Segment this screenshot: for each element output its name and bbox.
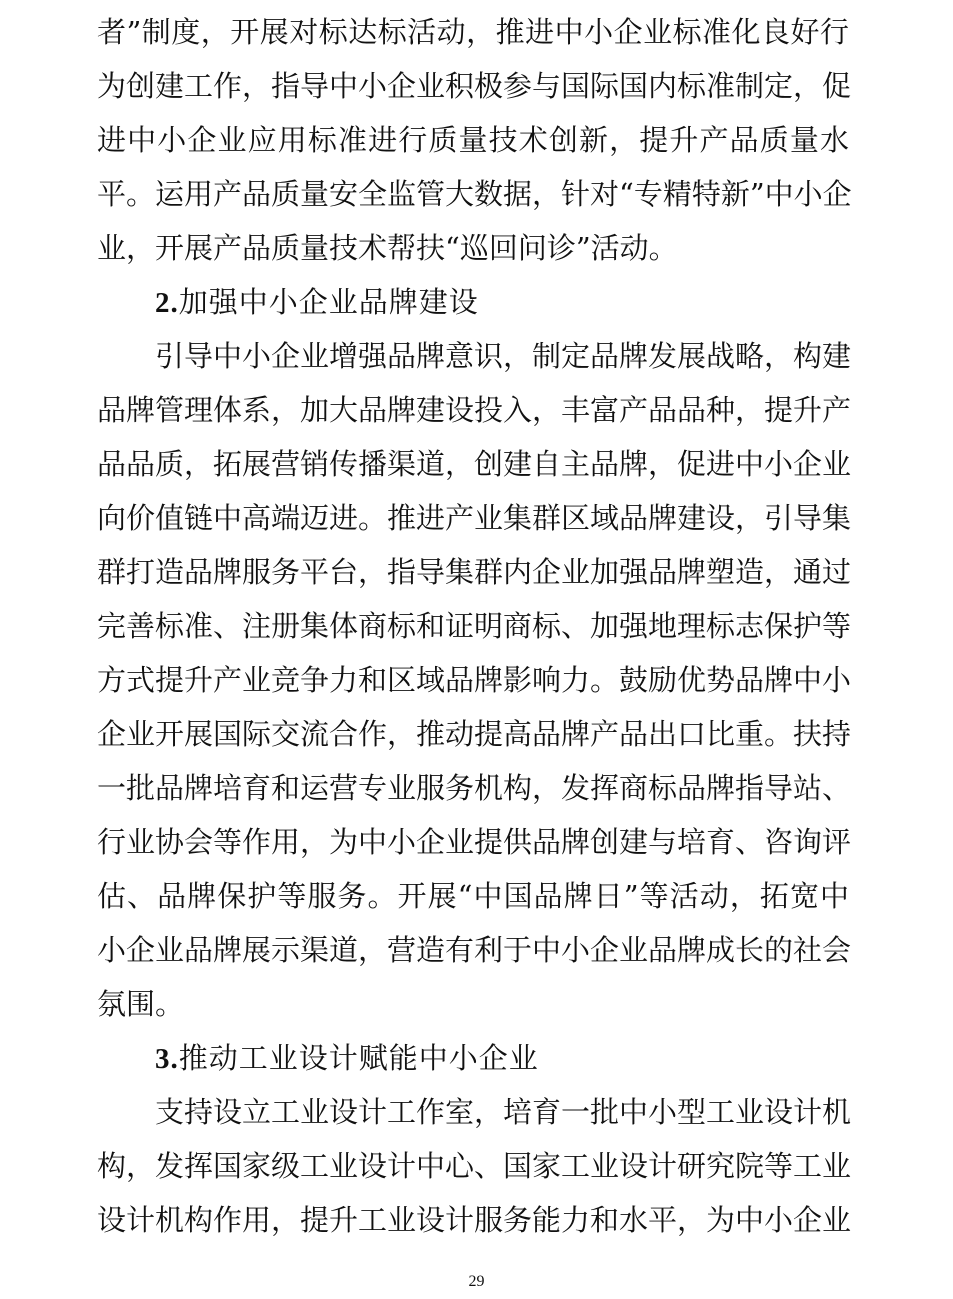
text-line: 行业协会等作用，为中小企业提供品牌创建与培育、咨询评 <box>97 825 852 859</box>
section-heading-design <box>97 1031 849 1085</box>
text-line: 引导中小企业增强品牌意识，制定品牌发展战略，构建 <box>155 339 852 373</box>
section-number: 2. <box>155 287 179 319</box>
text-line: 品牌管理体系，加大品牌建设投入，丰富产品品种，提升产 <box>97 393 852 427</box>
text-line: 品品质，拓展营销传播渠道，创建自主品牌，促进中小企业 <box>97 447 852 481</box>
text-line: 平。运用产品质量安全监管大数据，针对“专精特新”中小企 <box>97 177 852 211</box>
section-title: 加强中小企业品牌建设 <box>178 285 479 319</box>
text-line: 设计机构作用，提升工业设计服务能力和水平，为中小企业 <box>97 1203 852 1237</box>
paragraph-design <box>97 1085 852 1247</box>
text-line: 支持设立工业设计工作室，培育一批中小型工业设计机 <box>155 1095 852 1129</box>
section-number: 3. <box>155 1043 179 1075</box>
text-line: 小企业品牌展示渠道，营造有利于中小企业品牌成长的社会 <box>97 933 852 967</box>
text-line: 进中小企业应用标准进行质量技术创新，提升产品质量水 <box>97 123 849 157</box>
text-line: 向价值链中高端迈进。推进产业集群区域品牌建设，引导集 <box>97 501 852 535</box>
paragraph-brand <box>97 329 852 1031</box>
paragraph-standards <box>97 5 852 275</box>
document-body <box>97 5 852 1247</box>
page-number: 29 <box>468 1273 485 1290</box>
text-line: 者”制度，开展对标达标活动，推进中小企业标准化良好行 <box>97 15 849 49</box>
text-line: 企业开展国际交流合作，推动提高品牌产品出口比重。扶持 <box>97 717 852 751</box>
text-line: 群打造品牌服务平台，指导集群内企业加强品牌塑造，通过 <box>97 555 852 589</box>
section-heading-brand <box>97 275 849 329</box>
text-line: 方式提升产业竞争力和区域品牌影响力。鼓励优势品牌中小 <box>97 663 852 697</box>
section-title: 推动工业设计赋能中小企业 <box>178 1041 539 1075</box>
text-line: 氛围。 <box>97 987 185 1021</box>
text-line: 完善标准、注册集体商标和证明商标、加强地理标志保护等 <box>97 609 852 643</box>
text-line: 为创建工作，指导中小企业积极参与国际国内标准制定，促 <box>97 69 852 103</box>
text-line: 构，发挥国家级工业设计中心、国家工业设计研究院等工业 <box>97 1149 852 1183</box>
text-line: 业，开展产品质量技术帮扶“巡回问诊”活动。 <box>97 231 678 265</box>
text-line: 估、品牌保护等服务。开展“中国品牌日”等活动，拓宽中 <box>97 879 849 913</box>
text-line: 一批品牌培育和运营专业服务机构，发挥商标品牌指导站、 <box>97 771 852 805</box>
